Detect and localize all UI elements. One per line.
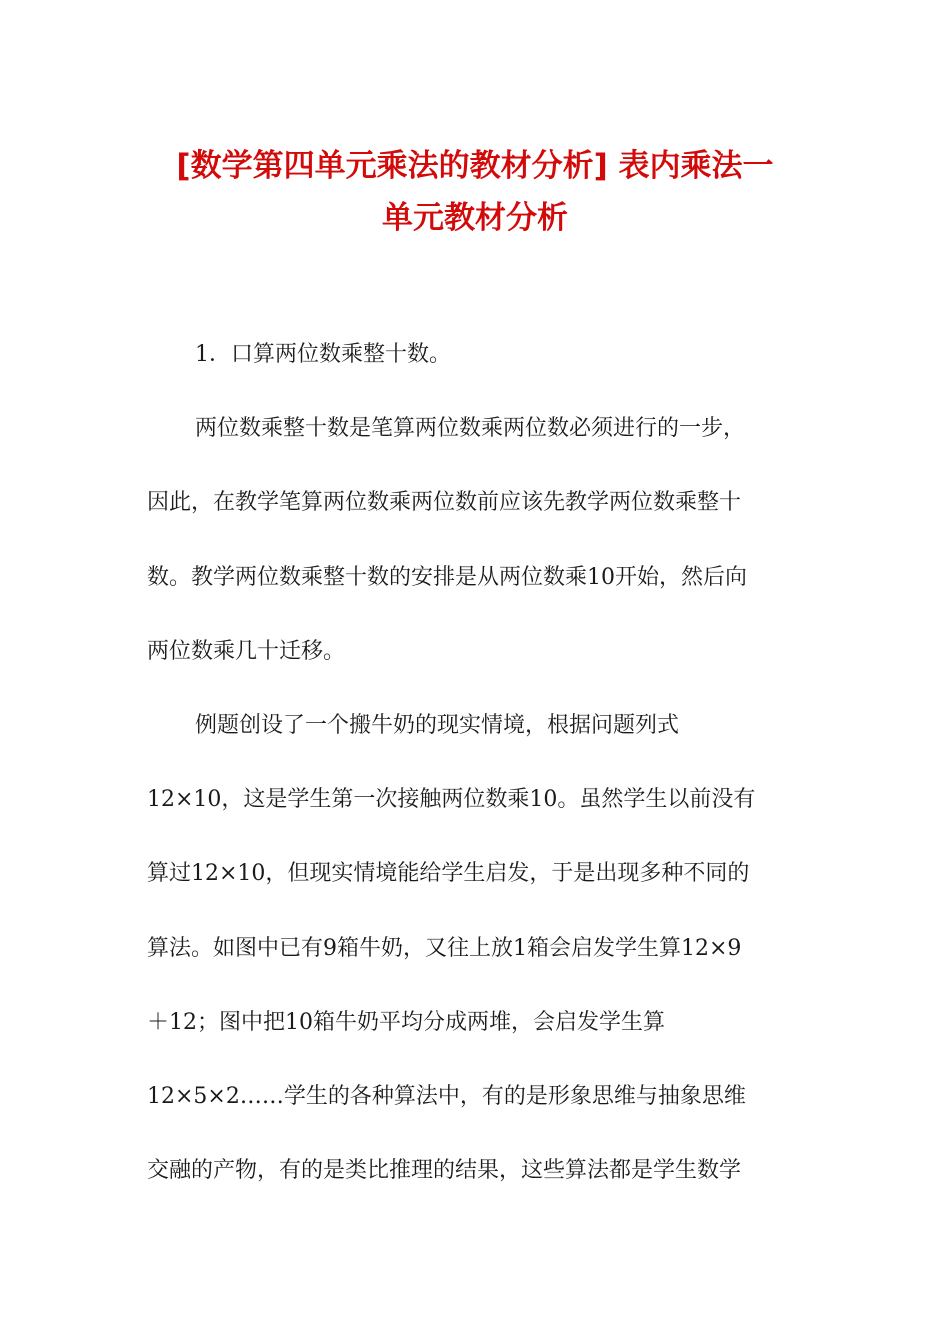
document-body: [147, 330, 812, 1220]
paragraph-line: 两位数乘整十数是笔算两位数乘两位数必须进行的一步，: [195, 416, 746, 442]
title-line-2: 单元教材分析: [382, 200, 568, 236]
document-title: [100, 140, 850, 244]
paragraph-line: 因此，在教学笔算两位数乘两位数前应该先教学两位数乘整十: [147, 490, 742, 516]
section-heading: 1．口算两位数乘整十数。: [195, 342, 451, 367]
paragraph-line: 12×10，这是学生第一次接触两位数乘10。虽然学生以前没有: [147, 787, 756, 813]
paragraph-line: 12×5×2……学生的各种算法中，有的是形象思维与抽象思维: [147, 1083, 746, 1109]
paragraph-line: 例题创设了一个搬牛奶的现实情境，根据问题列式: [195, 712, 680, 738]
paragraph-line: 两位数乘几十迁移。: [147, 638, 346, 664]
paragraph-line: 数。教学两位数乘整十数的安排是从两位数乘10开始，然后向: [147, 564, 747, 590]
paragraph-line: ＋12；图中把10箱牛奶平均分成两堆，会启发学生算: [147, 1009, 665, 1035]
title-line-1: [数学第四单元乘法的教材分析] 表内乘法一: [176, 148, 774, 184]
paragraph-line: 算法。如图中已有9箱牛奶，又往上放1箱会启发学生算12×9: [147, 935, 742, 961]
paragraph-line: 交融的产物，有的是类比推理的结果，这些算法都是学生数学: [147, 1158, 742, 1184]
paragraph-line: 算过12×10，但现实情境能给学生启发，于是出现多种不同的: [147, 861, 750, 887]
